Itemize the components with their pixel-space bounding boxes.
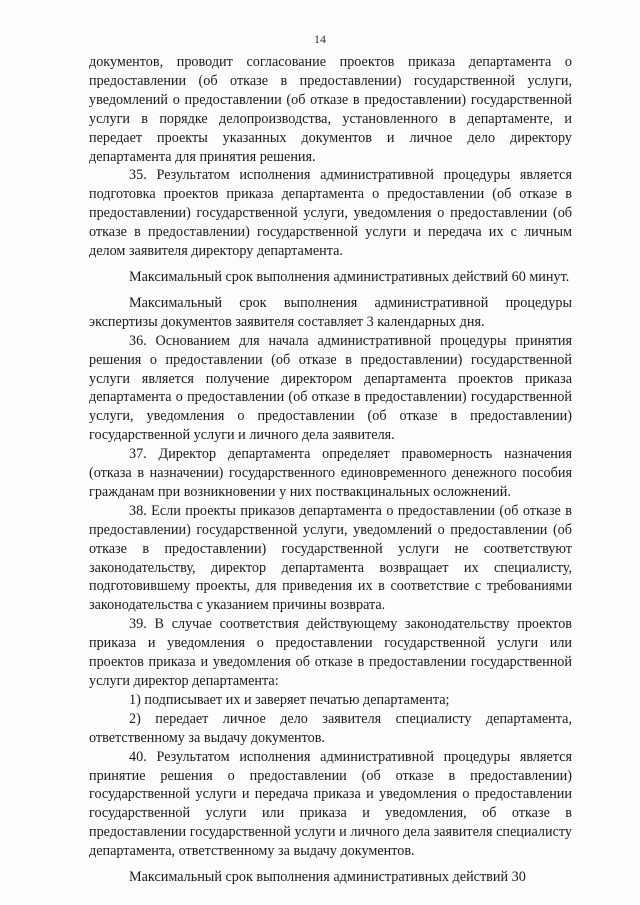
document-body xyxy=(89,53,572,887)
paragraph-36: 36. Основанием для начала административной процедуры принятия решения о предоставлении (об отказе в предоставлении) государственной услуги является получение директором департамента проектов приказа департамента о предоставлении (об отказе в предоставлении) государственной услуги, уведомления о предоставлении (об отказе в предоставлении) государственной услуги и личного дела заявителя. xyxy=(89,332,572,444)
paragraph: документов, проводит согласование проектов приказа департамента о предоставлении (об отказе в предоставлении) государственной услуги, уведомлений о предоставлении (об отказе в предоставлении) государственной услуги в порядке делопроизводства, установленного в департаменте, и передает проекты указанных документов и личное дело директору департамента для принятия решения. xyxy=(89,54,572,165)
paragraph-40: 40. Результатом исполнения административной процедуры является принятие решения о предоставлении (об отказе в предоставлении) государственной услуги и передача приказа и уведомления о предоставлении государственной услуги или приказа и уведомления, об отказе в предоставлении государственной услуги и личного дела заявителя специалисту департамента, ответственному за выдачу документов. xyxy=(89,748,572,860)
paragraph-time-limit-30: Максимальный срок выполнения административных действий 30 xyxy=(129,869,526,886)
paragraph-37: 37. Директор департамента определяет правомерность назначения (отказа в назначении) государственного единовременного денежного пособия гражданам при возникновении у них поствакцинальных осложнений. xyxy=(89,446,572,500)
paragraph-39: 39. В случае соответствия действующему законодательству проектов приказа и уведомления о предоставлении государственной услуги или проектов приказа и уведомления об отказе в предоставлении государственной услуги директор департамента: xyxy=(89,616,572,689)
paragraph-time-limit-60: Максимальный срок выполнения административных действий 60 минут. xyxy=(129,268,570,285)
list-item-2: 2) передает личное дело заявителя специалисту департамента, ответственному за выдачу документов. xyxy=(89,710,572,746)
list-item-1: 1) подписывает их и заверяет печатью департамента; xyxy=(129,691,450,708)
paragraph-expertise-term: Максимальный срок выполнения административной процедуры экспертизы документов заявителя составляет 3 календарных дня. xyxy=(89,294,572,330)
paragraph-38: 38. Если проекты приказов департамента о предоставлении (об отказе в предоставлении) государственной услуги, уведомлений о предоставлении (об отказе в предоставлении) государственной услуги не соответствуют законодательству, директор департамента возвращает их специалисту, подготовившему проекты, для приведения их в соответствие с требованиями законодательства с указанием причины возврата. xyxy=(89,502,572,614)
page-number: 14 xyxy=(314,32,326,46)
paragraph-35: 35. Результатом исполнения административной процедуры является подготовка проектов приказа департамента о предоставлении (об отказе в предоставлении) государственной услуги, уведомления о предоставлении (об отказе в предоставлении) государственной услуги и передача их с личным делом заявителя директору департамента. xyxy=(89,167,572,260)
